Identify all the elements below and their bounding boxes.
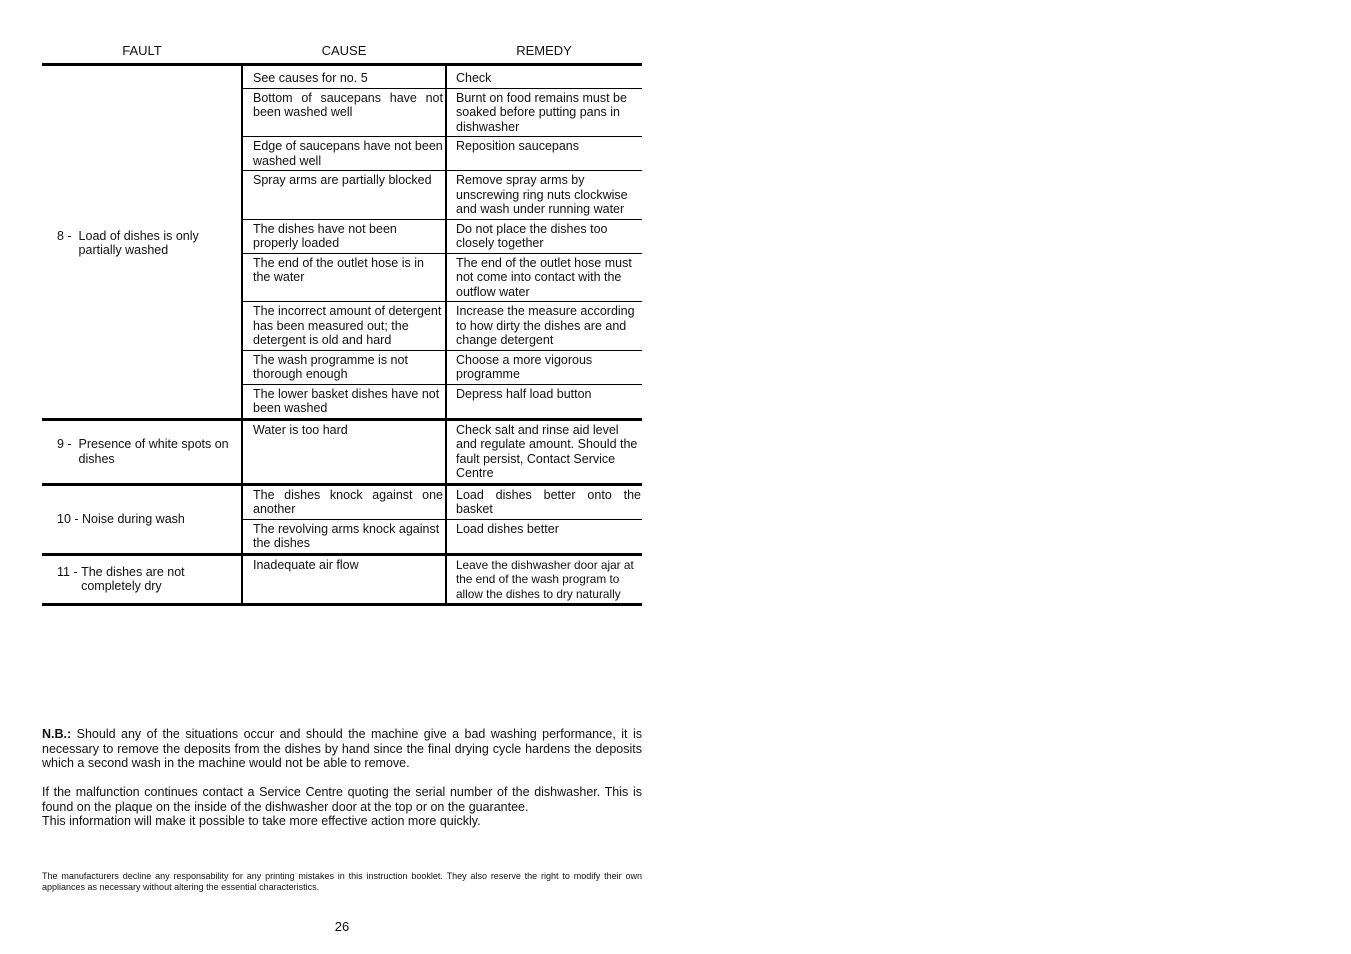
fault-cell-8	[42, 65, 242, 420]
cause-cell: See causes for no. 5	[242, 65, 446, 89]
cause-cell: The revolving arms knock against the dishes	[242, 519, 446, 554]
cause-cell: The dishes knock against one another	[242, 484, 446, 519]
disclaimer: The manufacturers decline any responsability for any printing mistakes in this instruction booklet. They also reserve the right to modify their own appliances as necessary without altering the essential characteristics.	[42, 871, 642, 892]
remedy-cell: Load dishes better onto the basket	[446, 484, 642, 519]
document-page	[42, 0, 642, 954]
nb-text: Should any of the situations occur and should the machine give a bad washing performance, it is necessary to remove the deposits from the dishes by hand since the final drying cycle hardens the deposits which a second wash in the machine would not be able to remove.	[42, 727, 642, 770]
header-fault: FAULT	[122, 43, 162, 58]
cause-cell: Water is too hard	[242, 419, 446, 484]
cause-cell: The dishes have not been properly loaded	[242, 219, 446, 253]
table-header	[42, 43, 642, 59]
remedy-cell: Check salt and rinse aid level and regulate amount. Should the fault persist, Contact Service Centre	[446, 419, 642, 484]
fault-number: 9 -	[57, 437, 79, 451]
remedy-cell: Check	[446, 65, 642, 89]
fault-number: 8 -	[57, 228, 79, 243]
cause-cell: The lower basket dishes have not been washed	[242, 384, 446, 419]
fault-table	[42, 63, 642, 606]
remedy-cell: Do not place the dishes too closely together	[446, 219, 642, 253]
fault-description: Presence of white spots on dishes	[78, 437, 229, 466]
cause-cell: Bottom of saucepans have not been washed well	[242, 88, 446, 137]
remedy-cell: Reposition saucepans	[446, 137, 642, 171]
cause-cell: The wash programme is not thorough enough	[242, 350, 446, 384]
cause-cell: Edge of saucepans have not been washed well	[242, 137, 446, 171]
remedy-cell: Choose a more vigorous programme	[446, 350, 642, 384]
fault-description: The dishes are not completely dry	[81, 564, 185, 594]
header-remedy: REMEDY	[516, 43, 572, 58]
cause-cell: The incorrect amount of detergent has been measured out; the detergent is old and hard	[242, 302, 446, 351]
nb-note	[42, 727, 642, 771]
remedy-cell: Depress half load button	[446, 384, 642, 419]
remedy-cell: Load dishes better	[446, 519, 642, 554]
cause-cell: Inadequate air flow	[242, 554, 446, 605]
malfunction-line: If the malfunction continues contact a Service Centre quoting the serial number of the dishwasher. This is found on the plaque on the inside of the dishwasher door at the top or on the guarantee.	[42, 785, 642, 814]
cause-cell: Spray arms are partially blocked	[242, 171, 446, 220]
fault-cell-11	[42, 554, 242, 605]
remedy-cell: Increase the measure according to how dirty the dishes are and change detergent	[446, 302, 642, 351]
table-row	[42, 65, 642, 89]
remedy-cell: Remove spray arms by unscrewing ring nuts clockwise and wash under running water	[446, 171, 642, 220]
fault-number: 11 -	[57, 564, 82, 579]
fault-number: 10 -	[57, 511, 83, 526]
cause-cell: The end of the outlet hose is in the water	[242, 253, 446, 302]
fault-description: Noise during wash	[82, 511, 185, 526]
fault-cell-10	[42, 484, 242, 554]
fault-cell-9	[42, 419, 242, 484]
fault-description: Load of dishes is only partially washed	[78, 228, 199, 258]
remedy-cell: Leave the dishwasher door ajar at the end of the wash program to allow the dishes to dry naturally	[446, 554, 642, 605]
remedy-cell: The end of the outlet hose must not come into contact with the outflow water	[446, 253, 642, 302]
header-cause: CAUSE	[321, 43, 367, 58]
nb-label: N.B.:	[42, 727, 72, 741]
table-row	[42, 419, 642, 484]
table-row	[42, 484, 642, 519]
malfunction-line: This information will make it possible to take more effective action more quickly.	[42, 814, 481, 828]
page-number: 26	[334, 919, 350, 934]
table-row	[42, 554, 642, 605]
malfunction-note	[42, 785, 642, 829]
remedy-cell: Burnt on food remains must be soaked before putting pans in dishwasher	[446, 88, 642, 137]
